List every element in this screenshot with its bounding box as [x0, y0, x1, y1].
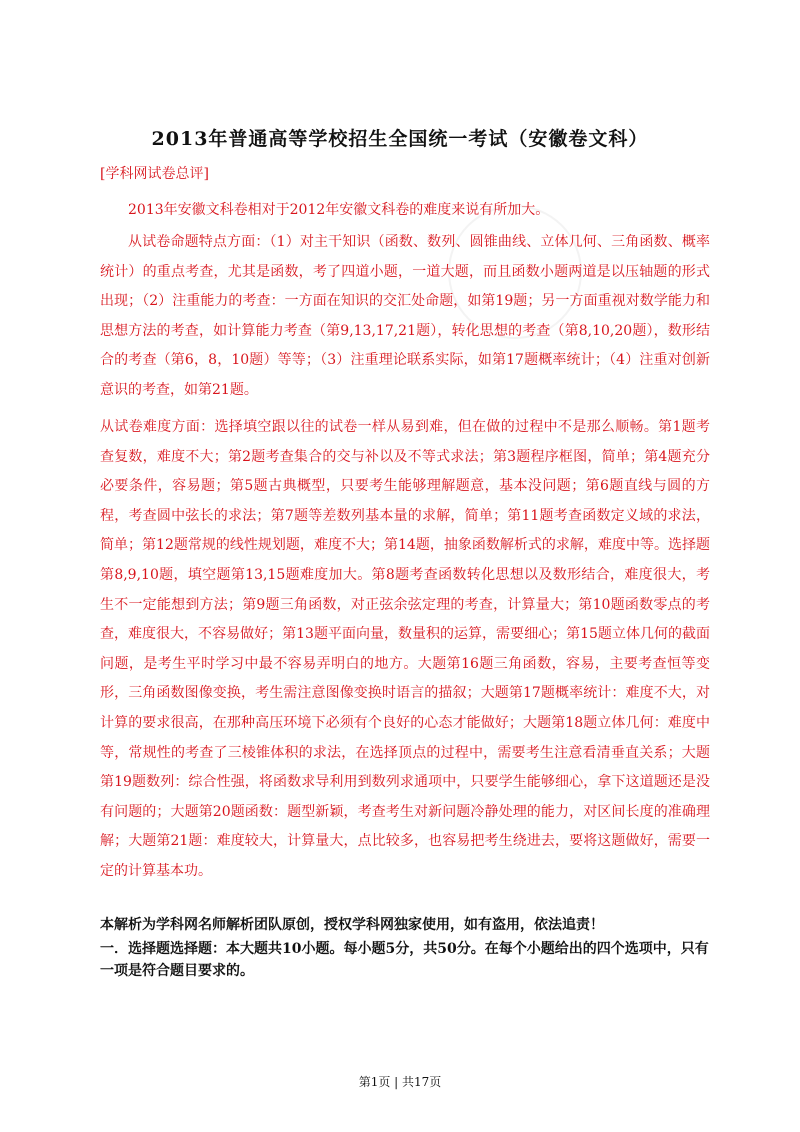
page-footer: 第1页 | 共17页	[358, 1075, 442, 1089]
review-paragraph-intro: 2013年安徽文科卷相对于2012年安徽文科卷的难度来说有所加大。	[128, 202, 550, 218]
page-title: 2013年普通高等学校招生全国统一考试（安徽卷文科）	[151, 128, 649, 150]
copyright-notice: 本解析为学科网名师解析团队原创，授权学科网独家使用，如有盗用，依法追责！	[100, 917, 604, 933]
review-paragraph-difficulty: 从试卷难度方面：选择填空跟以往的试卷一样从易到难，但在做的过程中不是那么顺畅。第1题考查复数，难度不大；第2题考查集合的交与补以及不等式求法；第3题程序框图，简单；第4题充分必要条件，容易题；第5题古典概型，只要考生能够理解题意，基本没问题；第6题直线与圆的方程，考查圆中弦长的求法；第7题等差数列基本量的求解，简单；第11题考查函数定义域的求法，简单；第12题常规的线性规划题，难度不大；第14题，抽象函数解析式的求解，难度中等。选择题第8,9,10题，填空题第13,15题难度加大。第8题考查函数转化思想以及数形结合，难度很大，考生不一定能想到方法；第9题三角函数，对正弦余弦定理的考查，计算量大；第10题函数零点的考查，难度很大，不容易做好；第13题平面向量，数量积的运算，需要细心；第15题立体几何的截面问题，是考生平时学习中最不容易弄明白的地方。大题第16题三角函数，容易，主要考查恒等变形，三角函数图像变换，考生需注意图像变换时语言的描叙；大题第17题概率统计：难度不大，对计算的要求很高，在那种高压环境下必须有个良好的心态才能做好；大题第18题立体几何：难度中等，常规性的考查了三棱锥体积的求法，在选择顶点的过程中，需要考生注意看清垂直关系；大题第19题数列：综合性强，将函数求导利用到数列求通项中，只要学生能够细心，拿下这道题还是没有问题的；大题第20题函数：题型新颖，考查考生对新问题冷静处理的能力，对区间长度的准确理解；大题第21题：难度较大，计算量大，点比较多，也容易把考生绕进去，要将这题做好，需要一定的计算基本功。	[100, 419, 710, 879]
section-instruction: 一．选择题选择题：本大题共10小题。每小题5分，共50分。在每个小题给出的四个选项中，只有一项是符合题目要求的。	[100, 941, 709, 979]
review-paragraph-features: 从试卷命题特点方面：（1）对主干知识（函数、数列、圆锥曲线、立体几何、三角函数、概率统计）的重点考查，尤其是函数，考了四道小题，一道大题，而且函数小题两道是以压轴题的形式出现；（2）注重能力的考查：一方面在知识的交汇处命题，如第19题；另一方面重视对数学能力和思想方法的考查，如计算能力考查（第9,13,17,21题），转化思想的考查（第8,10,20题），数形结合的考查（第6，8，10题）等等；（3）注重理论联系实际，如第17题概率统计；（4）注重对创新意识的考查，如第21题。	[100, 234, 710, 398]
section-label: [学科网试卷总评]	[100, 166, 209, 182]
